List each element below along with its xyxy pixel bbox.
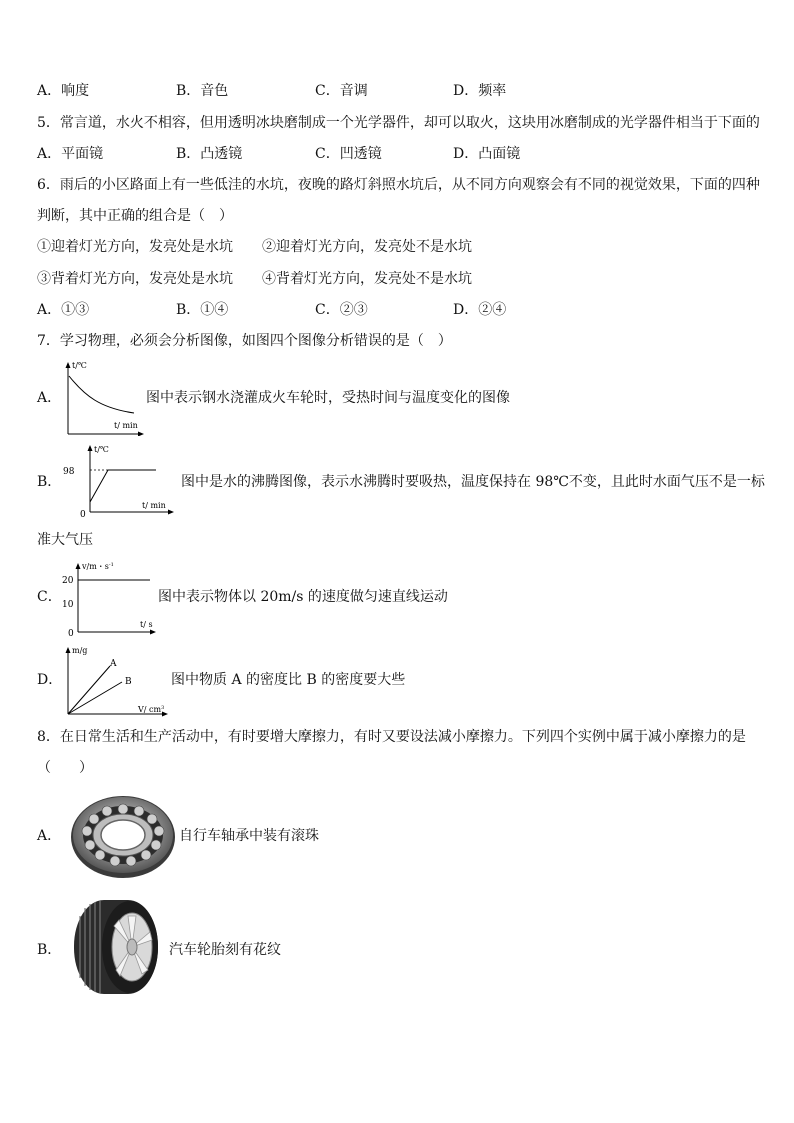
q7-d-xlabel-sup: 3	[161, 705, 165, 711]
q7-a-ylabel: t/℃	[72, 361, 87, 370]
q5-option-c: C．凹透镜	[315, 146, 382, 162]
q7-d-xlabel	[137, 705, 164, 714]
q8-b-text: 汽车轮胎刻有花纹	[169, 942, 281, 958]
car-tire-icon	[70, 896, 162, 998]
q7-a-graph	[60, 356, 145, 436]
q7-b-xlabel: t/ min	[142, 501, 166, 510]
q5-option-b: B．凸透镜	[176, 146, 243, 162]
q8-stem: 8．在日常生活和生产活动中，有时要增大摩擦力，有时又要设法减小摩擦力。下列四个实例中属于减小摩擦力的是	[37, 729, 746, 745]
q6-option-c: C．②③	[315, 302, 368, 318]
q7-c-tick-20: 20	[62, 576, 74, 586]
q7-b-text-cont: 准大气压	[37, 532, 93, 548]
q5-option-d: D．凸面镜	[453, 146, 521, 162]
q6-stem-line2: 判断，其中正确的组合是（ ）	[37, 208, 233, 224]
q6-option-d: D．②④	[453, 302, 507, 318]
q7-d-label: D．	[37, 672, 63, 688]
q4-option-b: B．音色	[176, 83, 229, 99]
ball-bearing-icon	[68, 791, 178, 879]
q5-stem: 5．常言道，水火不相容，但用透明冰块磨制成一个光学器件，却可以取火，这块用冰磨制成的光学器件相当于下面的	[37, 115, 760, 131]
q7-d-line-b-label: B	[125, 677, 132, 687]
q7-b-graph	[60, 440, 178, 518]
q8-paren: （ ）	[37, 760, 93, 776]
q4-option-c: C．音调	[315, 83, 368, 99]
q4-option-a: A．响度	[37, 83, 90, 99]
q7-d-line-a-label: A	[110, 659, 117, 669]
q7-c-ylabel	[81, 562, 114, 571]
q7-stem: 7．学习物理，必须会分析图像，如图四个图像分析错误的是（ ）	[37, 333, 452, 349]
q7-d-xlabel-text: V/ cm	[138, 705, 162, 714]
q7-c-xlabel: t/ s	[140, 620, 153, 629]
q7-d-ylabel: m/g	[72, 646, 88, 655]
q7-b-ylabel: t/℃	[94, 445, 109, 454]
q7-a-label: A．	[37, 390, 62, 406]
q8-a-label: A．	[37, 828, 62, 844]
q7-b-label: B．	[37, 474, 62, 490]
q6-stem-line1: 6．雨后的小区路面上有一些低洼的水坑，夜晚的路灯斜照水坑后，从不同方向观察会有不同的视觉效果，下面的四种	[37, 177, 760, 193]
q7-b-text: 图中是水的沸腾图像，表示水沸腾时要吸热，温度保持在 98℃不变，且此时水面气压不是一标	[181, 474, 765, 490]
q7-c-graph	[60, 558, 160, 638]
q6-judgment-4: ④背着灯光方向，发亮处不是水坑	[262, 271, 472, 287]
q7-c-origin: 0	[68, 629, 74, 638]
q6-judgment-2: ②迎着灯光方向，发亮处不是水坑	[262, 239, 472, 255]
q7-c-text: 图中表示物体以 20m/s 的速度做匀速直线运动	[158, 589, 448, 605]
q8-a-text: 自行车轴承中装有滚珠	[179, 828, 319, 844]
q7-c-label: C．	[37, 589, 62, 605]
q7-a-xlabel: t/ min	[114, 421, 138, 430]
q8-b-label: B．	[37, 942, 62, 958]
q7-b-tick-98: 98	[63, 467, 75, 477]
q7-b-origin: 0	[80, 510, 86, 518]
q7-c-ylabel-text: v/m・s	[82, 562, 109, 571]
q7-a-text: 图中表示钢水浇灌成火车轮时，受热时间与温度变化的图像	[146, 390, 510, 406]
q7-c-tick-10: 10	[62, 600, 74, 610]
q6-option-a: A．①③	[37, 302, 90, 318]
q6-option-b: B．①④	[176, 302, 229, 318]
q7-c-ylabel-sup: -1	[108, 562, 114, 568]
q7-d-text: 图中物质 A 的密度比 B 的密度要大些	[171, 672, 406, 688]
q7-d-graph	[62, 642, 172, 718]
q5-option-a: A．平面镜	[37, 146, 104, 162]
q6-judgment-3: ③背着灯光方向，发亮处是水坑	[37, 271, 233, 287]
q6-judgment-1: ①迎着灯光方向，发亮处是水坑	[37, 239, 233, 255]
q4-option-d: D．频率	[453, 83, 507, 99]
